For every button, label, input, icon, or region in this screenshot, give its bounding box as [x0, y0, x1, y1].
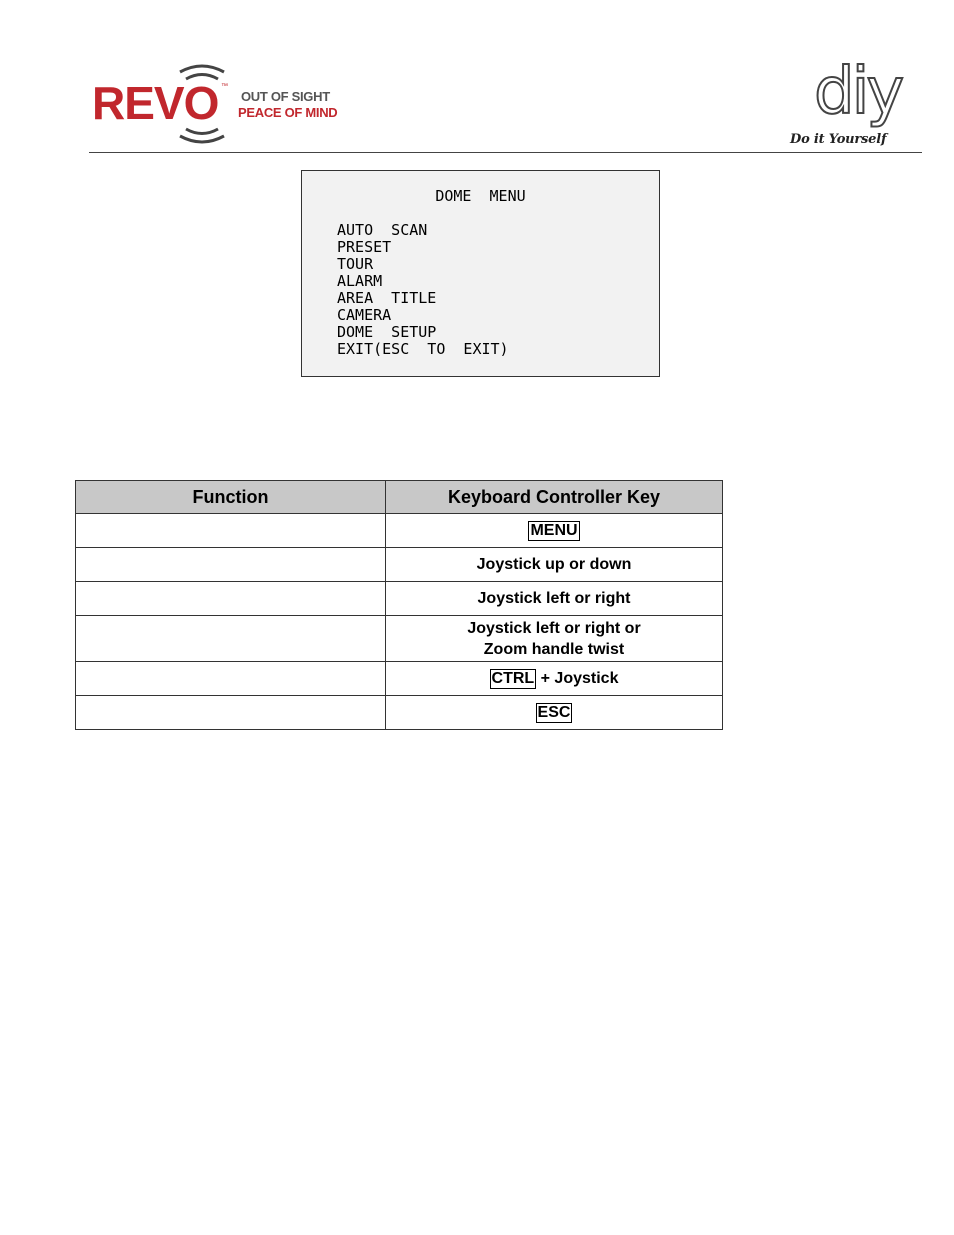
diy-logo: [788, 55, 924, 154]
table-row: [76, 616, 723, 662]
dome-menu-item-alarm: ALARM: [337, 272, 383, 290]
ctrl-key: CTRL: [491, 669, 535, 687]
key-cell: [386, 662, 723, 696]
revo-signal-arcs-icon: [172, 62, 232, 146]
function-cell: [76, 548, 386, 582]
function-cell: [76, 582, 386, 616]
key-cell: [386, 514, 723, 548]
diy-wordmark: diy: [814, 55, 902, 129]
dome-menu-item-exit: EXIT(ESC TO EXIT): [337, 340, 509, 358]
table-header-row: [76, 481, 723, 514]
tagline-out-of-sight: OUT OF SIGHT: [241, 89, 330, 104]
key-cell: [386, 696, 723, 730]
function-cell: [76, 616, 386, 662]
dome-menu-item-dome-setup: DOME SETUP: [337, 323, 437, 341]
key-cell: [386, 616, 723, 662]
dome-menu-title: DOME MENU: [435, 187, 526, 205]
key-text: + Joystick: [536, 669, 619, 687]
dome-menu-item-camera: CAMERA: [337, 306, 392, 324]
table-row: [76, 582, 723, 616]
header-keyboard-controller-key: Keyboard Controller Key: [386, 481, 723, 514]
dome-menu-item-auto-scan: AUTO SCAN: [337, 221, 428, 239]
header-function: Function: [76, 481, 386, 514]
table-row: [76, 662, 723, 696]
function-cell: [76, 662, 386, 696]
dome-menu-item-tour: TOUR: [337, 255, 374, 273]
function-cell: [76, 696, 386, 730]
key-cell: Joystick left or right: [386, 582, 723, 616]
revo-trademark: ™: [221, 83, 228, 90]
key-cell: Joystick up or down: [386, 548, 723, 582]
revo-logo: [90, 62, 350, 146]
function-key-table: [75, 480, 723, 730]
header-divider: [89, 152, 922, 153]
esc-key: ESC: [537, 703, 571, 721]
dome-menu-item-preset: PRESET: [337, 238, 392, 256]
dome-menu-list: [337, 222, 509, 358]
revo-wordmark: REVO: [92, 77, 219, 129]
key-text-line2: Zoom handle twist: [483, 640, 625, 658]
function-cell: [76, 514, 386, 548]
menu-key: MENU: [530, 521, 578, 539]
tagline-peace-of-mind: PEACE OF MIND: [238, 105, 338, 120]
dome-menu-item-area-title: AREA TITLE: [337, 289, 437, 307]
table-row: [76, 696, 723, 730]
key-text-line1: Joystick left or right or: [467, 619, 641, 637]
table-row: [76, 514, 723, 548]
dome-menu-screen: [301, 170, 660, 377]
table-row: [76, 548, 723, 582]
diy-subtitle: Do it Yourself: [790, 132, 887, 147]
